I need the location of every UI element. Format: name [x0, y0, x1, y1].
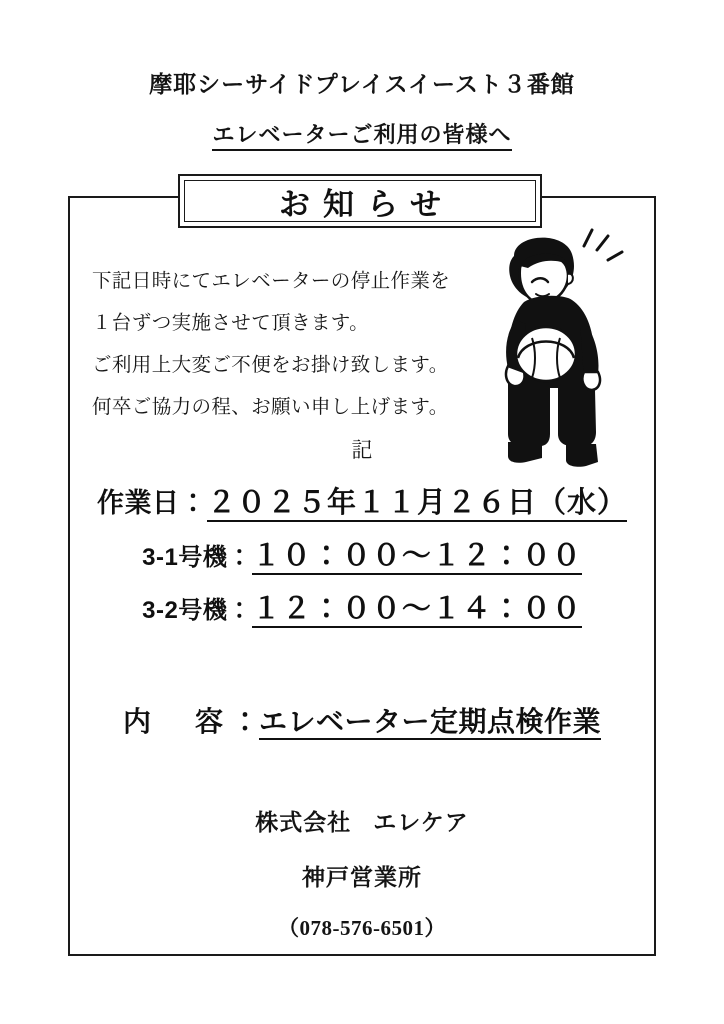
body-line: 下記日時にてエレベーターの停止作業を — [92, 270, 451, 292]
schedule-row-work-date — [70, 480, 654, 521]
audience-text: エレベーターご利用の皆様へ — [212, 122, 511, 151]
notice-title: お知らせ — [278, 186, 455, 222]
signature-phone: （078-576-6501） — [278, 916, 446, 940]
company-legal-form: 株式会社 — [255, 809, 352, 835]
signature-company — [70, 804, 654, 837]
audience-line — [0, 118, 724, 149]
content-value: エレベーター定期点検作業 — [259, 706, 601, 740]
ki-mark: 記 — [351, 439, 373, 462]
schedule-label: 3-2号機： — [142, 597, 252, 624]
notice-body — [92, 260, 512, 428]
content-label: 内 容 — [122, 706, 231, 737]
schedule-row-unit-3-1 — [70, 533, 654, 574]
body-line: ご利用上大変ご不便をお掛け致します。 — [92, 354, 449, 376]
notice-box — [68, 196, 656, 956]
schedule-value: １２：００〜１４：００ — [252, 593, 582, 628]
schedule-value: １０：００〜１２：００ — [252, 540, 582, 575]
signature-block — [70, 804, 654, 942]
title-plate — [178, 174, 542, 228]
schedule-label: 作業日： — [96, 488, 207, 518]
building-name: 摩耶シーサイドプレイスイースト３番館 — [149, 71, 575, 97]
schedule-block — [70, 480, 654, 639]
schedule-row-unit-3-2 — [70, 586, 654, 627]
body-line: 何卒ご協力の程、お願い申し上げます。 — [92, 396, 449, 418]
content-row — [70, 700, 654, 740]
schedule-value: ２０２５年１１月２６日（水） — [207, 487, 627, 522]
schedule-label: 3-1号機： — [142, 544, 252, 571]
content-colon: ： — [230, 706, 259, 737]
page-header — [0, 70, 724, 149]
signature-office: 神戸営業所 — [302, 864, 422, 890]
title-plate-inner — [184, 180, 536, 222]
body-line: １台ずつ実施させて頂きます。 — [92, 312, 370, 334]
company-name: エレケア — [373, 809, 469, 835]
